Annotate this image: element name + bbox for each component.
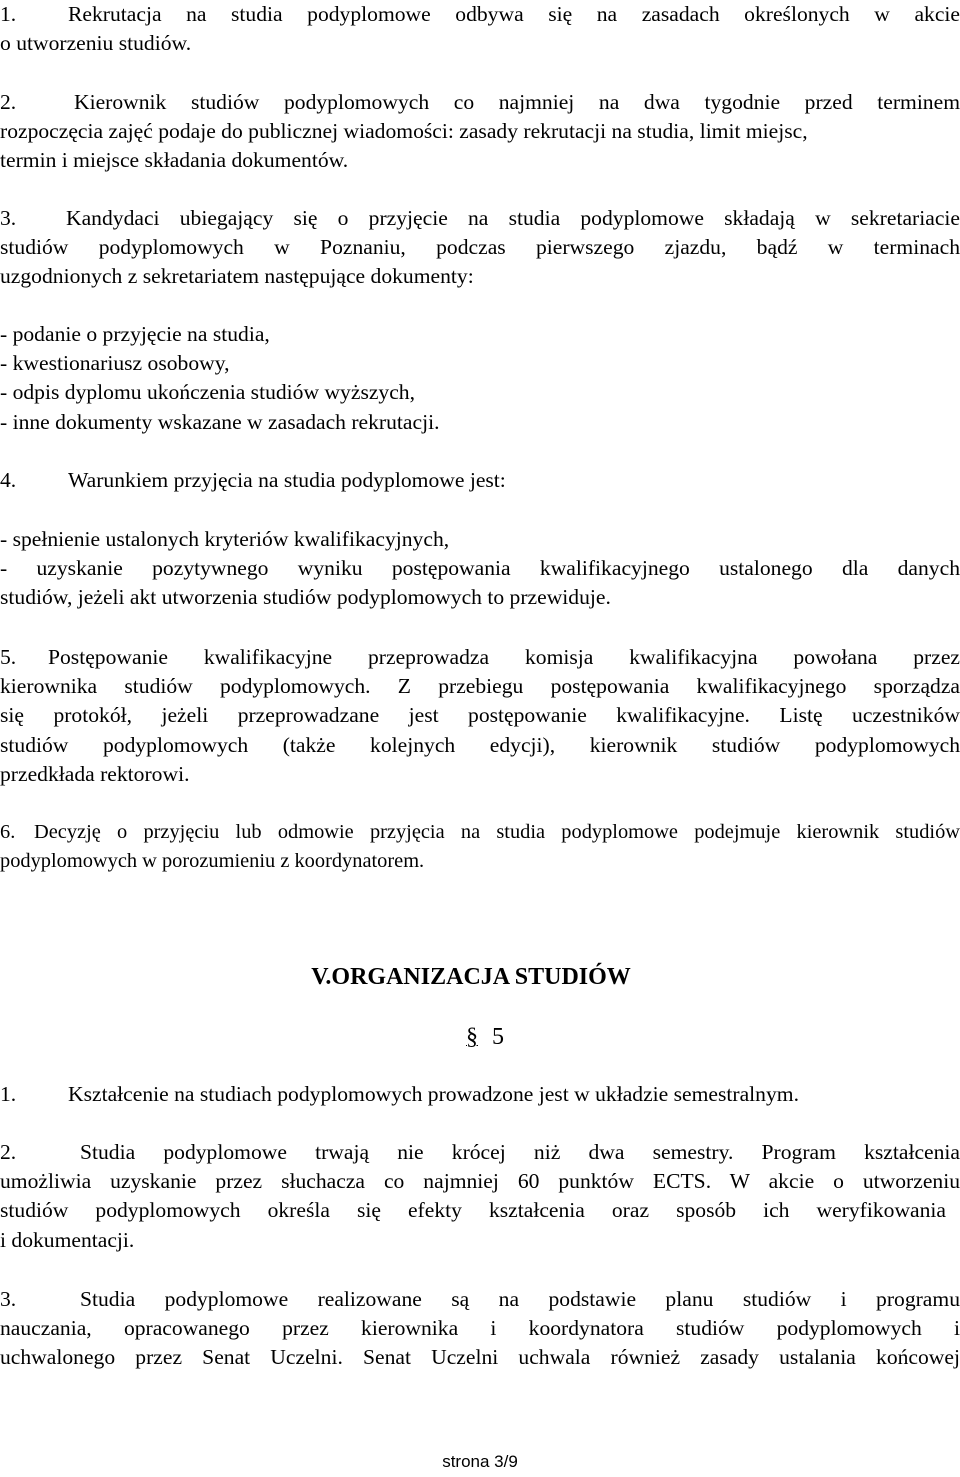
list-item: - kwestionariusz osobowy, — [0, 351, 230, 376]
paragraph-line: Decyzję o przyjęciu lub odmowie przyjęcia na studia podyplomowe podejmuje kierownik studiów — [34, 821, 960, 843]
organization-paragraph-3 — [0, 1285, 960, 1373]
section-heading-text: V.ORGANIZACJA STUDIÓW — [311, 964, 631, 990]
document-list — [0, 320, 960, 437]
section-sign-icon: § — [466, 1024, 478, 1050]
paragraph-number: 5. — [0, 645, 17, 669]
paragraph-5 — [0, 643, 960, 789]
paragraph-number: 1. — [0, 1082, 17, 1106]
paragraph-number: 1. — [0, 2, 17, 26]
organization-paragraph-2 — [0, 1138, 960, 1255]
paragraph-line: kierownika studiów podyplomowych. Z przebiegu postępowania kwalifikacyjnego sporządza — [0, 674, 960, 699]
list-item: - odpis dyplomu ukończenia studiów wyższych, — [0, 380, 416, 405]
paragraph-line: rozpoczęcia zajęć podaje do publicznej wiadomości: zasady rekrutacji na studia, limit miejsc, — [0, 119, 808, 144]
paragraph-line: Studia podyplomowe trwają nie krócej niż dwa semestry. Program kształcenia — [80, 1140, 960, 1164]
paragraph-4 — [0, 466, 960, 495]
paragraph-number: 3. — [0, 1287, 17, 1311]
paragraph-1 — [0, 0, 960, 58]
list-item: studiów, jeżeli akt utworzenia studiów podyplomowych to przewiduje. — [0, 585, 611, 610]
paragraph-6 — [0, 818, 960, 876]
condition-list — [0, 525, 960, 613]
paragraph-line: przedkłada rektorowi. — [0, 761, 190, 786]
paragraph-3 — [0, 204, 960, 292]
paragraph-line: uchwalonego przez Senat Uczelni. Senat Uczelni uchwala również zasady ustalania końcowej — [0, 1345, 960, 1370]
paragraph-line: Kształcenie na studiach podyplomowych prowadzone jest w układzie semestralnym. — [68, 1082, 799, 1106]
paragraph-number: 2. — [0, 1140, 17, 1164]
paragraph-line: nauczania, opracowanego przez kierownika i koordynatora studiów podyplomowych i — [0, 1316, 960, 1341]
page-footer — [0, 1452, 960, 1472]
paragraph-2 — [0, 88, 960, 176]
list-item: - uzyskanie pozytywnego wyniku postępowania kwalifikacyjnego ustalonego dla danych — [0, 556, 960, 581]
paragraph-line: Kierownik studiów podyplomowych co najmniej na dwa tygodnie przed terminem — [74, 90, 960, 114]
list-item: - podanie o przyjęcie na studia, — [0, 322, 270, 346]
paragraph-line: Rekrutacja na studia podyplomowe odbywa się na zasadach określonych w akcie — [68, 2, 960, 26]
paragraph-line: Warunkiem przyjęcia na studia podyplomowe jest: — [68, 468, 506, 492]
page-number: strona 3/9 — [442, 1452, 518, 1471]
paragraph-line: termin i miejsce składania dokumentów. — [0, 148, 349, 173]
paragraph-line: i dokumentacji. — [0, 1227, 135, 1252]
list-item: - spełnienie ustalonych kryteriów kwalifikacyjnych, — [0, 527, 450, 551]
paragraph-line: umożliwia uzyskanie przez słuchacza co najmniej 60 punktów ECTS. W akcie o utworzeniu — [0, 1169, 960, 1194]
list-item: - inne dokumenty wskazane w zasadach rekrutacji. — [0, 409, 440, 434]
paragraph-line: się protokół, jeżeli przeprowadzane jest postępowanie kwalifikacyjne. Listę uczestników — [0, 703, 960, 728]
paragraph-sign — [466, 1022, 504, 1052]
paragraph-line: studiów podyplomowych (także kolejnych edycji), kierownik studiów podyplomowych — [0, 732, 960, 757]
paragraph-sign-number: 5 — [492, 1024, 504, 1050]
paragraph-number: 3. — [0, 206, 17, 230]
paragraph-number: 4. — [0, 468, 17, 492]
paragraph-line: studiów podyplomowych określa się efekty kształcenia oraz sposób ich weryfikowania — [0, 1198, 946, 1223]
paragraph-line: Postępowanie kwalifikacyjne przeprowadza komisja kwalifikacyjna powołana przez — [48, 645, 960, 669]
paragraph-line: podyplomowych w porozumieniu z koordynatorem. — [0, 850, 425, 873]
paragraph-line: Kandydaci ubiegający się o przyjęcie na studia podyplomowe składają w sekretariacie — [66, 206, 960, 230]
paragraph-line: uzgodnionych z sekretariatem następujące dokumenty: — [0, 264, 474, 289]
paragraph-number: 6. — [0, 821, 16, 843]
paragraph-number: 2. — [0, 90, 17, 114]
paragraph-line: Studia podyplomowe realizowane są na podstawie planu studiów i programu — [80, 1287, 960, 1311]
paragraph-line: studiów podyplomowych w Poznaniu, podczas pierwszego zjazdu, bądź w terminach — [0, 235, 960, 260]
paragraph-line: o utworzeniu studiów. — [0, 31, 192, 56]
organization-paragraph-1 — [0, 1080, 960, 1109]
section-heading — [0, 962, 960, 992]
